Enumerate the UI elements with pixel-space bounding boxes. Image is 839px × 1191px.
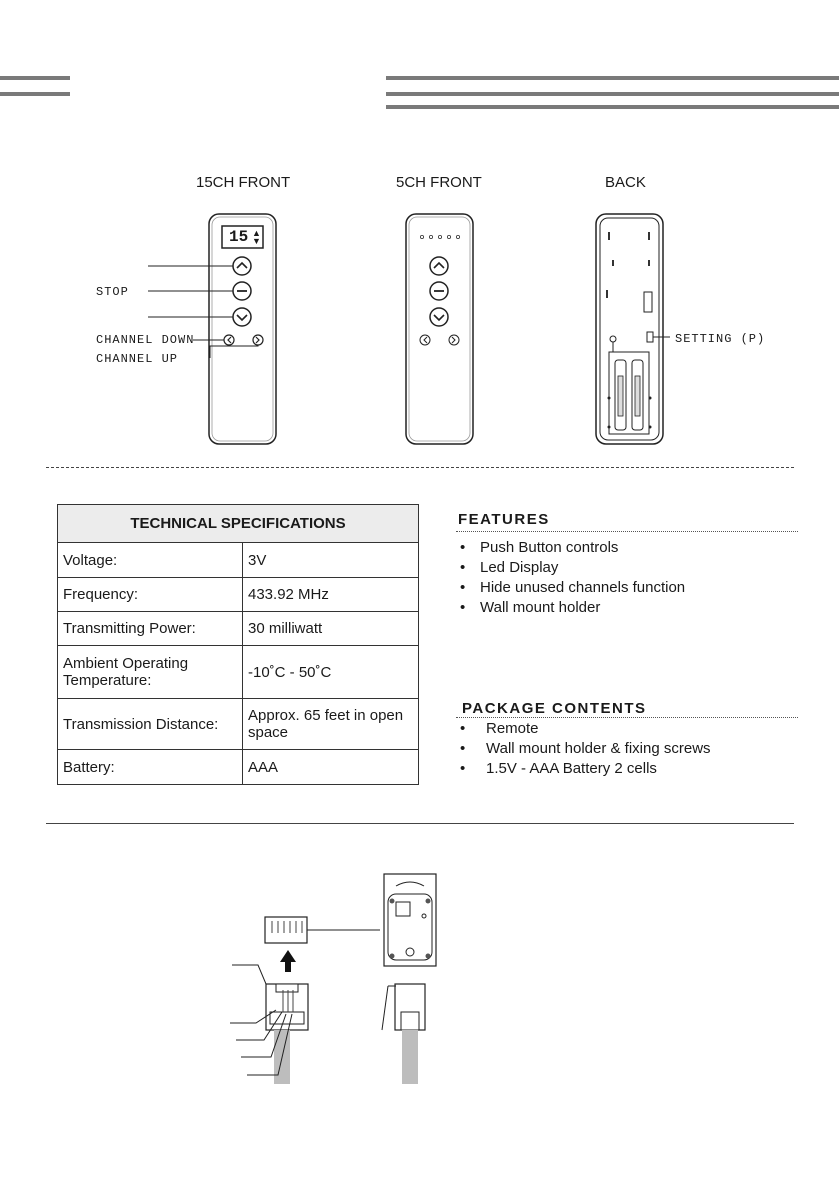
display-readout: 15 (229, 228, 249, 246)
display-arrows-icon: ▲ ▼ (252, 228, 261, 246)
front5-label: 5CH FRONT (396, 174, 482, 191)
table-header-row (58, 505, 419, 543)
list-item: • 1.5V - AAA Battery 2 cells (460, 760, 657, 777)
back-label: BACK (605, 174, 646, 191)
table-row (58, 750, 419, 785)
spec-value: 3V (243, 543, 419, 578)
stop-callout: STOP (96, 285, 129, 299)
spec-label: Transmitting Power: (58, 612, 243, 646)
spec-label: Transmission Distance: (58, 699, 243, 750)
solid-divider (46, 823, 794, 824)
header-rule-right-third (386, 105, 839, 109)
header-rule-left-top (0, 76, 70, 80)
package-title: PACKAGE CONTENTS (462, 700, 647, 717)
list-item: • Led Display (460, 559, 559, 576)
header-rule-right-top (386, 76, 839, 80)
table-row (58, 646, 419, 699)
features-title: FEATURES (458, 511, 550, 528)
spec-label: Battery: (58, 750, 243, 785)
spec-title: TECHNICAL SPECIFICATIONS (58, 505, 419, 543)
remote-5ch-front (400, 200, 490, 460)
spec-value: 30 milliwatt (243, 612, 419, 646)
list-item: • Push Button controls (460, 539, 619, 556)
spec-value: -10˚C - 50˚C (243, 646, 419, 699)
package-rule (456, 717, 798, 718)
list-item: • Remote (460, 720, 539, 737)
spec-label: Ambient Operating Temperature: (58, 646, 243, 699)
table-row (58, 543, 419, 578)
setting-callout: SETTING (P) (675, 332, 766, 346)
connector-diagram (220, 870, 450, 1090)
features-rule (456, 531, 798, 532)
spec-value: Approx. 65 feet in open space (243, 699, 419, 750)
list-item: • Hide unused channels function (460, 579, 686, 596)
header-rule-right-bottom (386, 92, 839, 96)
spec-label: Frequency: (58, 578, 243, 612)
remote-back (590, 200, 670, 460)
list-item: • Wall mount holder (460, 599, 601, 616)
tech-spec-table (57, 504, 419, 785)
table-row (58, 699, 419, 750)
front15-label: 15CH FRONT (196, 174, 291, 191)
table-row (58, 578, 419, 612)
channel-up-callout: CHANNEL UP (96, 352, 179, 366)
channel-down-callout: CHANNEL DOWN (96, 333, 195, 347)
spec-label: Voltage: (58, 543, 243, 578)
dashed-divider (46, 467, 794, 468)
spec-value: 433.92 MHz (243, 578, 419, 612)
spec-value: AAA (243, 750, 419, 785)
list-item: • Wall mount holder & fixing screws (460, 740, 711, 757)
table-row (58, 612, 419, 646)
header-rule-left-bottom (0, 92, 70, 96)
